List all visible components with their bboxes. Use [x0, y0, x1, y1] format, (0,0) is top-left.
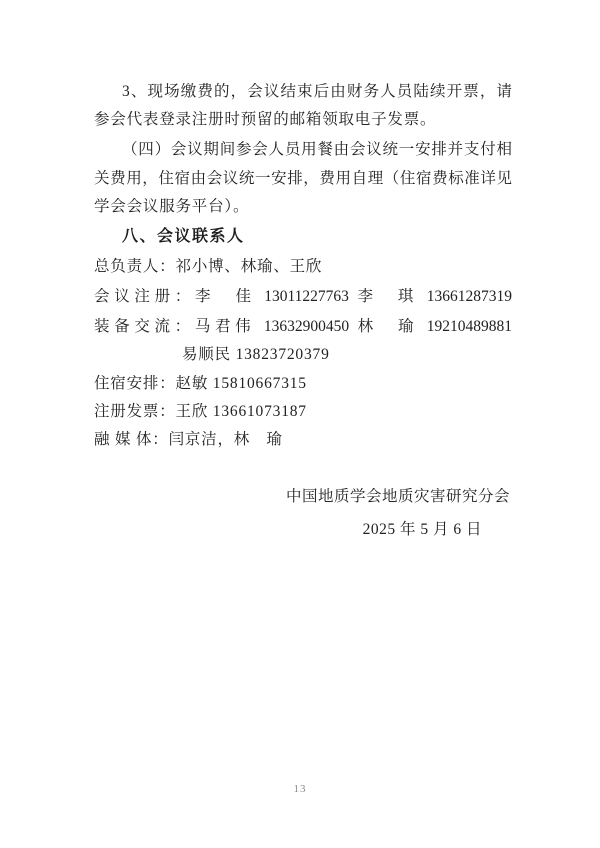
contact-row — [94, 401, 512, 423]
contact-label: 注册发票： — [94, 403, 176, 420]
contact-label: 住宿安排： — [94, 375, 176, 392]
contact-label: 装备交流： — [94, 318, 195, 335]
contact-row — [94, 373, 512, 395]
paragraph-line: （四）会议期间参会人员用餐由会议统一安排并支付相 — [122, 141, 512, 158]
date-line: 2025 年 5 月 6 日 — [362, 521, 482, 538]
contact-label: 总负责人： — [94, 258, 176, 275]
contact-row — [94, 286, 512, 308]
paragraph-line: 参会代表登录注册时预留的邮箱领取电子发票。 — [94, 111, 437, 128]
contact-value: 马君伟 13632900450 林 瑜 19210489881 — [194, 318, 512, 335]
paragraph-line: 关费用，住宿由会议统一安排，费用自理（住宿费标准详见 — [94, 170, 512, 187]
contact-value: 赵敏 15810667315 — [175, 375, 307, 392]
contact-value: 李 佳 13011227763 李 琪 13661287319 — [195, 288, 512, 305]
section-heading: 八、会议联系人 — [122, 228, 245, 245]
contact-value: 王欣 13661073187 — [175, 403, 307, 420]
contact-label: 融 媒 体： — [94, 431, 169, 448]
contact-value: 易顺民 13823720379 — [182, 346, 330, 363]
page-number: 13 — [293, 783, 307, 795]
contact-value: 祁小博、林瑜、王欣 — [175, 258, 323, 275]
contact-continuation-line — [94, 344, 512, 366]
contact-label: 会议注册： — [94, 288, 196, 305]
contact-row — [94, 429, 512, 451]
paragraph-line: 学会会议服务平台）。 — [94, 198, 250, 215]
contact-value: 闫京洁，林 瑜 — [168, 431, 283, 448]
contact-row — [94, 256, 512, 278]
contact-row — [94, 316, 512, 338]
paragraph-line: 3、现场缴费的，会议结束后由财务人员陆续开票，请 — [122, 83, 512, 100]
signature-line: 中国地质学会地质灾害研究分会 — [285, 488, 510, 505]
